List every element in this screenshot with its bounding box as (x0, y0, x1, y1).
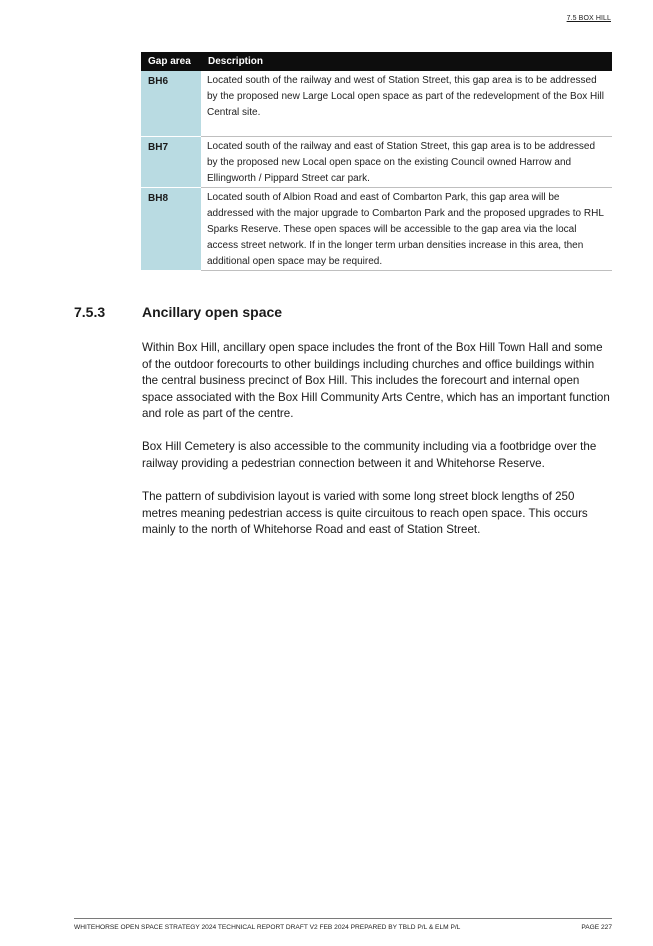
gap-area-description: Located south of Albion Road and east of Combarton Park, this gap area will be addressed with the major upgrade to Combarton Park and the proposed upgrades to RHL Sparks Reserve. These open spaces will be accessible to the gap area via the local access street network. If in the longer term urban densities increase in this area, then additional open space may be required. (201, 188, 612, 271)
gap-area-description: Located south of the railway and east of Station Street, this gap area is to be addressed by the proposed new Local open space on the existing Council owned Harrow and Ellingworth / Pippard Street car park. (201, 137, 612, 188)
body-paragraph: Box Hill Cemetery is also accessible to the community including via a footbridge over the railway providing a pedestrian connection between it and Whitehorse Reserve. (142, 440, 597, 470)
table-row (141, 188, 612, 271)
body-paragraph: Within Box Hill, ancillary open space includes the front of the Box Hill Town Hall and some of the outdoor forecourts to other buildings including churches and office buildings within the central business precinct of Box Hill. This includes the forecourt and internal open space associated with the Box Hill Community Arts Centre, which has an important function and role as part of the centre. (142, 341, 610, 421)
column-header-gap-area: Gap area (141, 52, 201, 71)
body-paragraph: The pattern of subdivision layout is varied with some long street block lengths of 250 metres meaning pedestrian access is quite circuitous to reach open space. This occurs mainly to the north of Whitehorse Road and east of Station Street. (142, 490, 588, 537)
running-header-section-ref: 7.5 BOX HILL (566, 15, 611, 22)
table-header-row (141, 52, 612, 71)
footer-document-info: WHITEHORSE OPEN SPACE STRATEGY 2024 TECHNICAL REPORT DRAFT V2 FEB 2024 PREPARED BY TBLD P/L & ELM P/L (74, 924, 461, 931)
section-title: Ancillary open space (142, 304, 283, 320)
gap-area-table (141, 52, 612, 271)
footer-divider (74, 918, 612, 919)
table-row (141, 71, 612, 137)
gap-area-code: BH7 (141, 137, 201, 188)
gap-area-code: BH8 (141, 188, 201, 271)
column-header-description: Description (201, 52, 612, 71)
table-row (141, 137, 612, 188)
gap-area-description: Located south of the railway and west of Station Street, this gap area is to be addressed by the proposed new Large Local open space as part of the redevelopment of the Box Hill Central site. (201, 71, 612, 137)
section-number: 7.5.3 (74, 304, 106, 320)
gap-area-code: BH6 (141, 71, 201, 137)
footer-page-number: PAGE 227 (581, 924, 612, 931)
